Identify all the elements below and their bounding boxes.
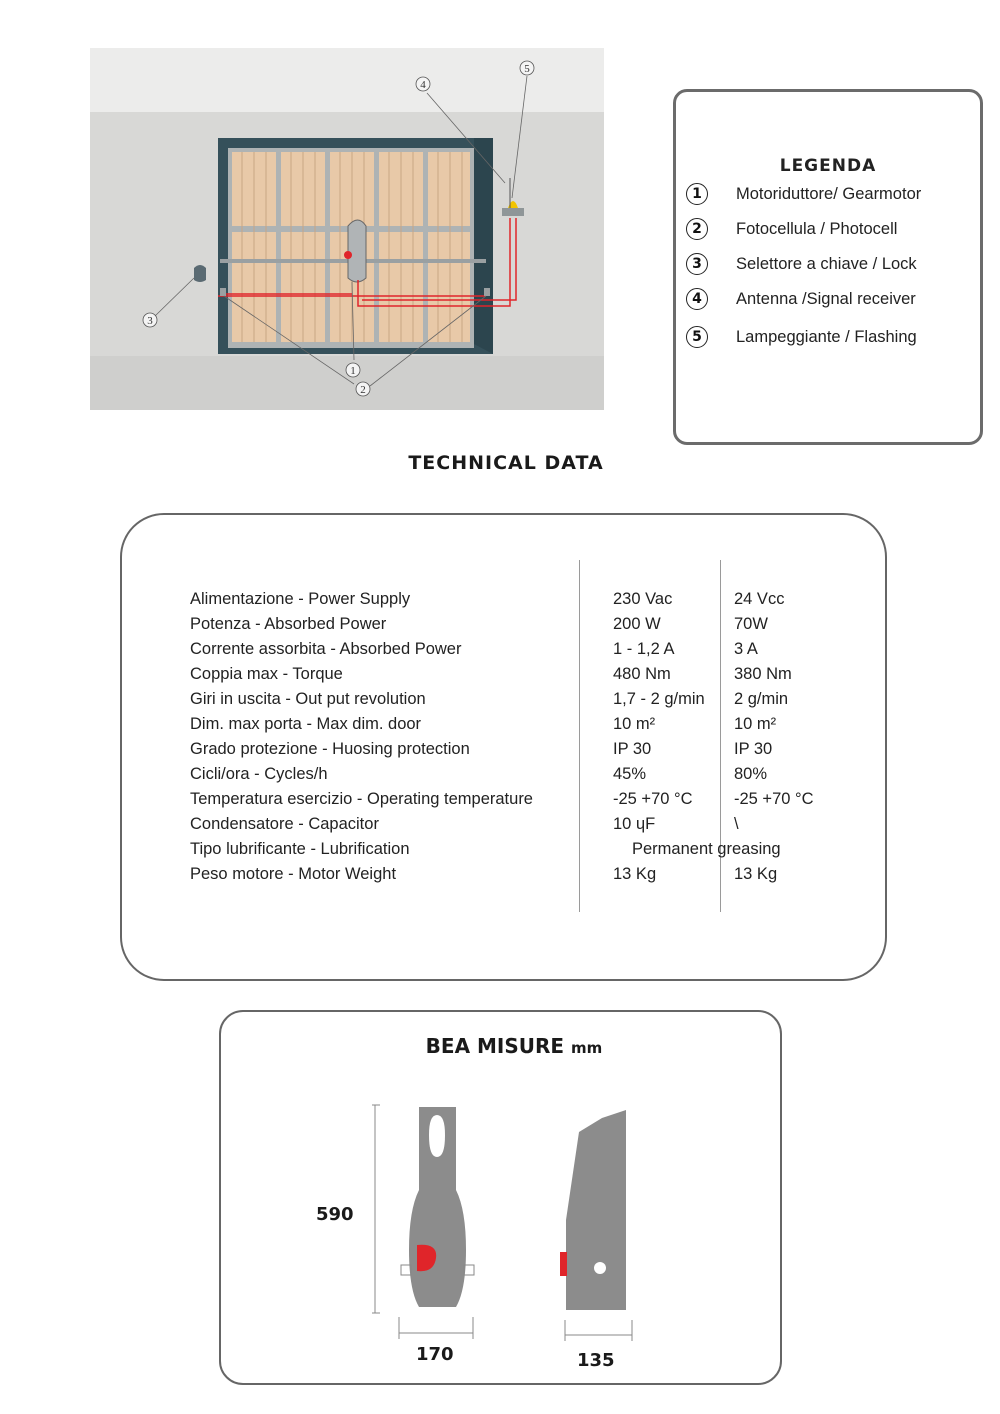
callout-4: 4 <box>420 79 426 91</box>
key-selector-device <box>194 265 206 282</box>
table-row <box>0 640 1000 664</box>
table-row <box>0 840 1000 864</box>
spec-label: Potenza - Absorbed Power <box>190 615 387 633</box>
table-row <box>0 765 1000 789</box>
flashing-lamp-base <box>502 208 524 216</box>
spec-label: Giri in uscita - Out put revolution <box>190 690 426 708</box>
spec-value-230v: -25 +70 °C <box>613 790 693 808</box>
ground <box>90 356 604 410</box>
spec-value-230v: 10 ɥF <box>613 815 656 833</box>
spec-value-24v: 10 m² <box>734 715 777 733</box>
legend-item <box>686 324 917 350</box>
legend-item-text: Antenna /Signal receiver <box>736 289 916 308</box>
dimensions-unit: mm <box>571 1039 603 1057</box>
technical-data-title: TECHNICAL DATA <box>408 452 604 474</box>
legend-item <box>686 251 917 277</box>
photocell-left <box>220 288 226 296</box>
table-row <box>0 790 1000 814</box>
spec-value-230v: 1 - 1,2 A <box>613 640 675 658</box>
table-row <box>0 865 1000 889</box>
installation-illustration <box>90 48 604 410</box>
photocell-right <box>484 288 490 296</box>
callout-5: 5 <box>524 63 530 75</box>
spec-value-230v: IP 30 <box>613 740 652 758</box>
spec-value-24v: 13 Kg <box>734 865 778 883</box>
table-row <box>0 740 1000 764</box>
legend-item-text: Selettore a chiave / Lock <box>736 254 917 273</box>
spec-label: Tipo lubrificante - Lubrification <box>190 840 410 858</box>
legend-item-text: Fotocellula / Photocell <box>736 219 898 238</box>
legend-item-text: Lampeggiante / Flashing <box>736 327 917 346</box>
callout-3: 3 <box>147 315 153 327</box>
spec-value-230v: 13 Kg <box>613 865 657 883</box>
side-hole <box>594 1262 606 1274</box>
number-3-icon: 3 <box>686 253 708 275</box>
spec-label: Temperatura esercizio - Operating temperature <box>190 790 533 808</box>
spec-value-24v: -25 +70 °C <box>734 790 814 808</box>
spec-value-24v: 24 Vcc <box>734 590 785 608</box>
spec-value-24v: 3 A <box>734 640 758 658</box>
gearmotor-device <box>348 220 366 282</box>
spec-label: Grado protezione - Huosing protection <box>190 740 470 758</box>
legend-box <box>673 89 983 445</box>
spec-label: Coppia max - Torque <box>190 665 343 683</box>
dimension-drawing <box>360 1095 660 1355</box>
number-5-icon: 5 <box>686 326 708 348</box>
spec-value-230v: 45% <box>613 765 647 783</box>
spec-value-24v: 2 g/min <box>734 690 789 708</box>
dimensions-title-text: BEA MISURE <box>425 1034 565 1058</box>
legend-title: LEGENDA <box>779 156 877 176</box>
dimensions-title <box>219 1034 809 1058</box>
spec-value-230v: 480 Nm <box>613 665 671 683</box>
legend-item <box>686 216 897 242</box>
legend-item-text: Motoriduttore/ Gearmotor <box>736 184 922 203</box>
spec-value-24v: 80% <box>734 765 768 783</box>
spec-value-24v: 380 Nm <box>734 665 792 683</box>
table-row <box>0 815 1000 839</box>
spec-label: Condensatore - Capacitor <box>190 815 379 833</box>
front-slot <box>429 1115 445 1157</box>
table-row <box>0 615 1000 639</box>
number-2-icon: 2 <box>686 218 708 240</box>
table-row <box>0 590 1000 614</box>
spec-value-230v: 10 m² <box>613 715 656 733</box>
spec-label: Peso motore - Motor Weight <box>190 865 397 883</box>
spec-value-24v: IP 30 <box>734 740 773 758</box>
width-label: 170 <box>416 1344 454 1365</box>
spec-value-shared: Permanent greasing <box>632 840 781 858</box>
spec-value-230v: 200 W <box>613 615 661 633</box>
spec-value-24v: 70W <box>734 615 768 633</box>
spec-value-230v: 1,7 - 2 g/min <box>613 690 705 708</box>
legend-item <box>686 181 921 207</box>
height-label: 590 <box>316 1204 354 1225</box>
callout-1: 1 <box>350 365 356 377</box>
table-row <box>0 690 1000 714</box>
motor-side-view <box>566 1110 626 1310</box>
table-row <box>0 715 1000 739</box>
callout-2: 2 <box>360 384 366 396</box>
spec-label: Corrente assorbita - Absorbed Power <box>190 640 462 658</box>
depth-label: 135 <box>577 1350 615 1371</box>
side-red-cap <box>560 1252 567 1276</box>
number-4-icon: 4 <box>686 288 708 310</box>
spec-label: Alimentazione - Power Supply <box>190 590 411 608</box>
spec-value-230v: 230 Vac <box>613 590 673 608</box>
legend-item <box>686 286 916 312</box>
table-row <box>0 665 1000 689</box>
spec-label: Dim. max porta - Max dim. door <box>190 715 422 733</box>
number-1-icon: 1 <box>686 183 708 205</box>
spec-value-24v: \ <box>734 815 739 833</box>
spec-label: Cicli/ora - Cycles/h <box>190 765 328 783</box>
